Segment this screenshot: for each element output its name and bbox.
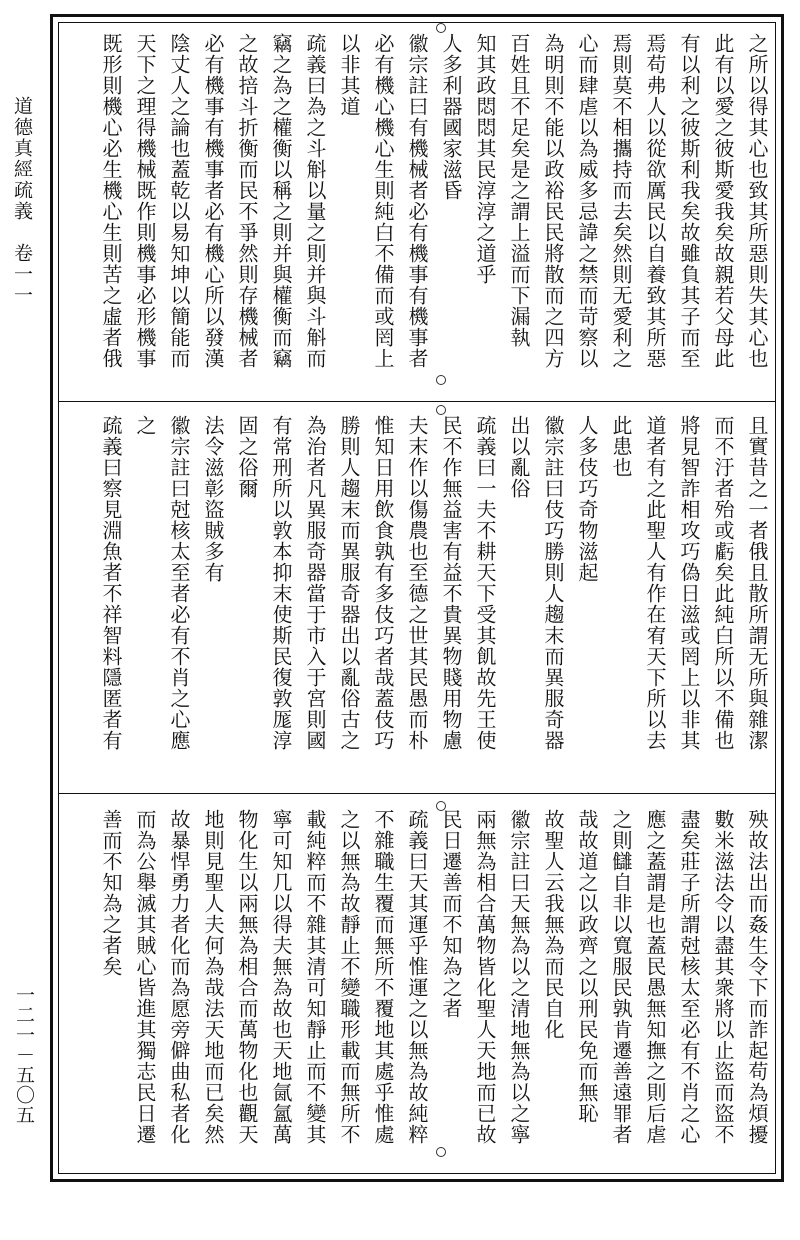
text-column: 不雜職生覆而無所不覆地其處乎惟處 — [371, 809, 395, 1145]
text-column: 殃故法出而姦生令下而詐起苟為煩擾 — [745, 809, 769, 1145]
text-column: 故聖人云我無為而民自化 — [541, 809, 565, 1040]
register-divider — [59, 401, 775, 402]
text-column: 而不汙者殆或虧矣此純白所以不備也 — [711, 415, 735, 751]
text-column: 有以利之彼斯利我矣故雖負其子而至 — [677, 33, 701, 369]
text-column: 人多伎巧奇物滋起 — [575, 415, 599, 583]
text-column: 有常刑所以敦本抑末使斯民復敦厖淳 — [269, 415, 293, 751]
register-top — [59, 33, 775, 395]
text-column: 既形則機心必生機心生則苦之虛者俄 — [99, 33, 123, 369]
text-column: 地則見聖人夫何為哉法天地而已矣然 — [201, 809, 225, 1145]
text-column: 寧可知几以得夫無為故也天地氤氳萬 — [269, 809, 293, 1145]
circle-marker-icon — [436, 1147, 446, 1157]
text-column: 必有機事有機事者必有機心所以發漢 — [201, 33, 225, 369]
text-column: 百姓且不足矣是之謂上溢而下漏執 — [507, 33, 531, 348]
text-column: 徽宗註曰有機械者必有機事有機事者 — [405, 33, 429, 369]
text-column: 竊之為之權衡以稱之則并與權衡而竊 — [269, 33, 293, 369]
text-column: 勝則人趨末而異服奇器出以亂俗古之 — [337, 415, 361, 751]
text-column: 應之蓋謂是也蓋民愚無知撫之則后虐 — [643, 809, 667, 1145]
text-column: 徽宗註曰伎巧勝則人趨末而異服奇器 — [541, 415, 565, 751]
text-column: 盡矣莊子所謂尅核太至必有不肖之心 — [677, 809, 701, 1145]
text-column: 心而肆虐以為威多忌諱之禁而苛察以 — [575, 33, 599, 369]
text-column: 之以無為故靜止不變職形載而無所不 — [337, 809, 361, 1145]
text-column: 且實昔之一者俄且散所謂无所與雜潔 — [745, 415, 769, 751]
text-column: 而為公舉滅其賊心皆進其獨志民日遷 — [133, 809, 157, 1145]
text-column: 物化生以兩無為相合而萬物化也觀天 — [235, 809, 259, 1145]
circle-marker-icon — [436, 375, 446, 385]
text-column: 知其政悶悶其民淳淳之道乎 — [473, 33, 497, 285]
page-number-margin: 一二一－五〇五 — [13, 985, 35, 1125]
text-column: 善而不知為之者矣 — [99, 809, 123, 977]
circle-marker-icon — [436, 23, 446, 33]
text-column: 民日遷善而不知為之者 — [439, 809, 463, 1019]
page-frame — [50, 14, 784, 1182]
text-column: 載純粹而不雜其清可知靜止而不變其 — [303, 809, 327, 1145]
text-column: 將見智詐相攻巧偽日滋或罔上以非其 — [677, 415, 701, 751]
text-column: 哉故道之以政齊之以刑民免而無恥 — [575, 809, 599, 1124]
text-column: 兩無為相合萬物皆化聖人天地而已故 — [473, 809, 497, 1145]
text-column: 夫末作以傷農也至德之世其民愚而朴 — [405, 415, 429, 751]
text-column: 疏義曰為之斗斛以量之則并與斗斛而 — [303, 33, 327, 369]
text-column: 焉則莫不相攜持而去矣然則无愛利之 — [609, 33, 633, 369]
text-column: 為明則不能以政裕民民將散而之四方 — [541, 33, 565, 369]
text-column: 天下之理得機械既作則機事必形機事 — [133, 33, 157, 369]
text-column: 陰丈人之論也蓋乾以易知坤以簡能而 — [167, 33, 191, 369]
text-column: 此患也 — [609, 415, 633, 478]
register-bottom — [59, 809, 775, 1179]
text-column: 之故掊斗折衡而民不爭然則存機械者 — [235, 33, 259, 369]
text-column: 之所以得其心也致其所惡則失其心也 — [745, 33, 769, 369]
text-column: 民不作無益害有益不貴異物賤用物慮 — [439, 415, 463, 751]
text-column: 之則讎自非以寬服民孰肯遷善遠罪者 — [609, 809, 633, 1145]
text-column: 必有機心機心生則純白不備而或罔上 — [371, 33, 395, 369]
text-column: 數米滋法令以盡其衆將以止盜而盜不 — [711, 809, 735, 1145]
text-column: 疏義曰一夫不耕天下受其飢故先王使 — [473, 415, 497, 751]
register-divider — [59, 793, 775, 794]
text-column: 徽宗註曰天無為以之清地無為以之寧 — [507, 809, 531, 1145]
text-column: 疏義曰察見淵魚者不祥智料隱匿者有 — [99, 415, 123, 751]
book-title-margin: 道德真經疏義 卷一一 — [11, 96, 33, 306]
page-frame-inner — [58, 22, 776, 1174]
register-middle — [59, 415, 775, 787]
text-column: 疏義曰天其運乎惟運之以無為故純粹 — [405, 809, 429, 1145]
text-column: 以非其道 — [337, 33, 361, 117]
text-column: 惟知日用飲食孰有多伎巧者哉蓋伎巧 — [371, 415, 395, 751]
text-column: 此有以愛之彼斯愛我矣故親若父母此 — [711, 33, 735, 369]
text-column: 道者有之此聖人有作在宥天下所以去 — [643, 415, 667, 751]
text-column: 為治者凡異服奇器當于市入于宮則國 — [303, 415, 327, 751]
text-column: 徽宗註曰尅核太至者必有不肖之心應 — [167, 415, 191, 751]
text-column: 固之俗爾 — [235, 415, 259, 499]
circle-marker-icon — [436, 405, 446, 415]
text-column: 人多利器國家滋昏 — [439, 33, 463, 201]
text-column: 出以亂俗 — [507, 415, 531, 499]
text-column: 法令滋彰盜賊多有 — [201, 415, 225, 583]
text-column: 之 — [133, 415, 157, 436]
text-column: 焉苟弗人以從欲厲民以自養致其所惡 — [643, 33, 667, 369]
circle-marker-icon — [436, 801, 446, 811]
text-column: 故暴悍勇力者化而為愿旁僻曲私者化 — [167, 809, 191, 1145]
